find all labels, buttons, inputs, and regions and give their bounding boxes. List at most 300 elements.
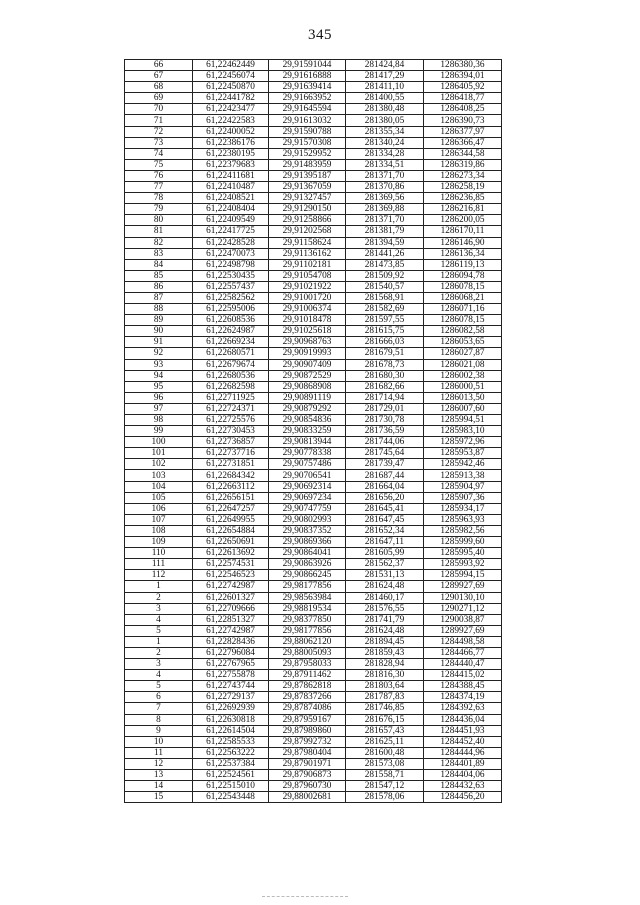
y-coordinate-cell: 1284444,96 [424,747,502,758]
latitude-cell: 61,22450870 [193,82,269,93]
latitude-cell: 61,22743744 [193,681,269,692]
y-coordinate-cell: 1286027,87 [424,348,502,359]
longitude-cell: 29,91590788 [269,126,346,137]
x-coordinate-cell: 281666,03 [346,337,424,348]
table-row [125,115,502,126]
y-coordinate-cell: 1285907,36 [424,492,502,503]
y-coordinate-cell: 1286078,15 [424,315,502,326]
point-number-cell: 108 [125,525,193,536]
point-number-cell: 7 [125,703,193,714]
latitude-cell: 61,22851327 [193,614,269,625]
y-coordinate-cell: 1285953,87 [424,448,502,459]
table-row [125,781,502,792]
latitude-cell: 61,22595006 [193,304,269,315]
longitude-cell: 29,91136162 [269,248,346,259]
latitude-cell: 61,22724371 [193,403,269,414]
point-number-cell: 86 [125,281,193,292]
longitude-cell: 29,87911462 [269,670,346,681]
point-number-cell: 83 [125,248,193,259]
point-number-cell: 5 [125,625,193,636]
point-number-cell: 88 [125,304,193,315]
point-number-cell: 103 [125,470,193,481]
table-row [125,248,502,259]
y-coordinate-cell: 1286258,19 [424,182,502,193]
x-coordinate-cell: 281340,24 [346,137,424,148]
latitude-cell: 61,22537384 [193,758,269,769]
latitude-cell: 61,22456074 [193,71,269,82]
point-number-cell: 1 [125,636,193,647]
x-coordinate-cell: 281615,75 [346,326,424,337]
table-row [125,548,502,559]
x-coordinate-cell: 281460,17 [346,592,424,603]
latitude-cell: 61,22737716 [193,448,269,459]
latitude-cell: 61,22669234 [193,337,269,348]
x-coordinate-cell: 281417,29 [346,71,424,82]
latitude-cell: 61,22614504 [193,725,269,736]
longitude-cell: 29,90868908 [269,381,346,392]
x-coordinate-cell: 281355,34 [346,126,424,137]
table-row [125,237,502,248]
latitude-cell: 61,22470073 [193,248,269,259]
latitude-cell: 61,22680571 [193,348,269,359]
y-coordinate-cell: 1286094,78 [424,270,502,281]
point-number-cell: 67 [125,71,193,82]
x-coordinate-cell: 281682,66 [346,381,424,392]
y-coordinate-cell: 1286136,34 [424,248,502,259]
table-row [125,82,502,93]
latitude-cell: 61,22647257 [193,503,269,514]
x-coordinate-cell: 281394,59 [346,237,424,248]
latitude-cell: 61,22730453 [193,426,269,437]
x-coordinate-cell: 281411,10 [346,82,424,93]
x-coordinate-cell: 281714,94 [346,392,424,403]
x-coordinate-cell: 281371,70 [346,215,424,226]
x-coordinate-cell: 281680,30 [346,370,424,381]
latitude-cell: 61,22796084 [193,647,269,658]
table-row [125,647,502,658]
y-coordinate-cell: 1284452,40 [424,736,502,747]
latitude-cell: 61,22656151 [193,492,269,503]
longitude-cell: 29,90692314 [269,481,346,492]
x-coordinate-cell: 281816,30 [346,670,424,681]
y-coordinate-cell: 1286319,86 [424,159,502,170]
table-row [125,270,502,281]
longitude-cell: 29,91021922 [269,281,346,292]
x-coordinate-cell: 281424,84 [346,60,424,71]
table-row [125,725,502,736]
table-row [125,592,502,603]
point-number-cell: 93 [125,359,193,370]
point-number-cell: 13 [125,770,193,781]
x-coordinate-cell: 281473,85 [346,259,424,270]
table-row [125,215,502,226]
x-coordinate-cell: 281894,45 [346,636,424,647]
table-row [125,392,502,403]
y-coordinate-cell: 1286200,05 [424,215,502,226]
latitude-cell: 61,22680536 [193,370,269,381]
y-coordinate-cell: 1286390,73 [424,115,502,126]
x-coordinate-cell: 281679,51 [346,348,424,359]
y-coordinate-cell: 1284440,47 [424,659,502,670]
footer-rule [262,896,348,897]
longitude-cell: 29,98563984 [269,592,346,603]
point-number-cell: 4 [125,614,193,625]
y-coordinate-cell: 1284451,93 [424,725,502,736]
x-coordinate-cell: 281540,57 [346,281,424,292]
table-row [125,403,502,414]
latitude-cell: 61,22380195 [193,148,269,159]
point-number-cell: 4 [125,670,193,681]
longitude-cell: 29,98177856 [269,625,346,636]
latitude-cell: 61,22755878 [193,670,269,681]
x-coordinate-cell: 281578,06 [346,792,424,803]
point-number-cell: 110 [125,548,193,559]
table-row [125,348,502,359]
point-number-cell: 69 [125,93,193,104]
table-row [125,714,502,725]
latitude-cell: 61,22428528 [193,237,269,248]
point-number-cell: 94 [125,370,193,381]
latitude-cell: 61,22410487 [193,182,269,193]
y-coordinate-cell: 1286119,13 [424,259,502,270]
longitude-cell: 29,87874086 [269,703,346,714]
latitude-cell: 61,22630818 [193,714,269,725]
y-coordinate-cell: 1286418,77 [424,93,502,104]
longitude-cell: 29,90854836 [269,415,346,426]
table-row [125,204,502,215]
latitude-cell: 61,22408521 [193,193,269,204]
longitude-cell: 29,87960730 [269,781,346,792]
y-coordinate-cell: 1284466,77 [424,647,502,658]
y-coordinate-cell: 1284436,04 [424,714,502,725]
table-row [125,437,502,448]
table-row [125,758,502,769]
table-row [125,514,502,525]
longitude-cell: 29,91202568 [269,226,346,237]
longitude-cell: 29,91025618 [269,326,346,337]
longitude-cell: 29,91395187 [269,170,346,181]
table-row [125,381,502,392]
latitude-cell: 61,22557437 [193,281,269,292]
longitude-cell: 29,87989860 [269,725,346,736]
y-coordinate-cell: 1286344,58 [424,148,502,159]
x-coordinate-cell: 281652,34 [346,525,424,536]
table-row [125,337,502,348]
longitude-cell: 29,90747759 [269,503,346,514]
latitude-cell: 61,22654884 [193,525,269,536]
point-number-cell: 15 [125,792,193,803]
point-number-cell: 101 [125,448,193,459]
table-row [125,570,502,581]
longitude-cell: 29,90706541 [269,470,346,481]
table-row [125,415,502,426]
y-coordinate-cell: 1286394,01 [424,71,502,82]
x-coordinate-cell: 281369,88 [346,204,424,215]
latitude-cell: 61,22543448 [193,792,269,803]
latitude-cell: 61,22574531 [193,559,269,570]
x-coordinate-cell: 281441,26 [346,248,424,259]
point-number-cell: 95 [125,381,193,392]
latitude-cell: 61,22409549 [193,215,269,226]
point-number-cell: 2 [125,592,193,603]
x-coordinate-cell: 281568,91 [346,292,424,303]
point-number-cell: 12 [125,758,193,769]
longitude-cell: 29,90866245 [269,570,346,581]
x-coordinate-cell: 281664,04 [346,481,424,492]
point-number-cell: 3 [125,659,193,670]
y-coordinate-cell: 1289927,69 [424,625,502,636]
table-row [125,359,502,370]
longitude-cell: 29,87862818 [269,681,346,692]
y-coordinate-cell: 1284401,89 [424,758,502,769]
y-coordinate-cell: 1285913,38 [424,470,502,481]
x-coordinate-cell: 281576,55 [346,603,424,614]
x-coordinate-cell: 281803,64 [346,681,424,692]
point-number-cell: 72 [125,126,193,137]
x-coordinate-cell: 281381,79 [346,226,424,237]
y-coordinate-cell: 1285904,97 [424,481,502,492]
latitude-cell: 61,22608536 [193,315,269,326]
latitude-cell: 61,22408404 [193,204,269,215]
point-number-cell: 92 [125,348,193,359]
longitude-cell: 29,88062120 [269,636,346,647]
latitude-cell: 61,22663112 [193,481,269,492]
y-coordinate-cell: 1286013,50 [424,392,502,403]
latitude-cell: 61,22379683 [193,159,269,170]
latitude-cell: 61,22650691 [193,537,269,548]
latitude-cell: 61,22515010 [193,781,269,792]
latitude-cell: 61,22684342 [193,470,269,481]
longitude-cell: 29,98819534 [269,603,346,614]
longitude-cell: 29,91616888 [269,71,346,82]
latitude-cell: 61,22441782 [193,93,269,104]
x-coordinate-cell: 281380,05 [346,115,424,126]
longitude-cell: 29,91639414 [269,82,346,93]
point-number-cell: 68 [125,82,193,93]
longitude-cell: 29,91613032 [269,115,346,126]
latitude-cell: 61,22498798 [193,259,269,270]
x-coordinate-cell: 281745,64 [346,448,424,459]
point-number-cell: 87 [125,292,193,303]
table-row [125,148,502,159]
point-number-cell: 111 [125,559,193,570]
x-coordinate-cell: 281624,48 [346,581,424,592]
point-number-cell: 102 [125,459,193,470]
table-row [125,193,502,204]
table-row [125,326,502,337]
y-coordinate-cell: 1284456,20 [424,792,502,803]
longitude-cell: 29,90907409 [269,359,346,370]
table-row [125,292,502,303]
point-number-cell: 73 [125,137,193,148]
longitude-cell: 29,87958033 [269,659,346,670]
x-coordinate-cell: 281676,15 [346,714,424,725]
table-row [125,792,502,803]
table-row [125,104,502,115]
point-number-cell: 8 [125,714,193,725]
point-number-cell: 82 [125,237,193,248]
y-coordinate-cell: 1286408,25 [424,104,502,115]
latitude-cell: 61,22725576 [193,415,269,426]
longitude-cell: 29,90863926 [269,559,346,570]
x-coordinate-cell: 281334,28 [346,148,424,159]
x-coordinate-cell: 281370,86 [346,182,424,193]
y-coordinate-cell: 1286146,90 [424,237,502,248]
x-coordinate-cell: 281380,48 [346,104,424,115]
table-row [125,126,502,137]
x-coordinate-cell: 281531,13 [346,570,424,581]
y-coordinate-cell: 1285995,40 [424,548,502,559]
table-row [125,470,502,481]
y-coordinate-cell: 1285972,96 [424,437,502,448]
x-coordinate-cell: 281678,73 [346,359,424,370]
table-row [125,625,502,636]
longitude-cell: 29,91290150 [269,204,346,215]
latitude-cell: 61,22582562 [193,292,269,303]
y-coordinate-cell: 1286071,16 [424,304,502,315]
point-number-cell: 71 [125,115,193,126]
point-number-cell: 5 [125,681,193,692]
point-number-cell: 77 [125,182,193,193]
point-number-cell: 11 [125,747,193,758]
x-coordinate-cell: 281741,79 [346,614,424,625]
longitude-cell: 29,90891119 [269,392,346,403]
table-row [125,459,502,470]
latitude-cell: 61,22585533 [193,736,269,747]
point-number-cell: 2 [125,647,193,658]
table-row [125,137,502,148]
y-coordinate-cell: 1286216,81 [424,204,502,215]
longitude-cell: 29,87906873 [269,770,346,781]
longitude-cell: 29,91591044 [269,60,346,71]
x-coordinate-cell: 281334,51 [346,159,424,170]
x-coordinate-cell: 281582,69 [346,304,424,315]
y-coordinate-cell: 1285994,51 [424,415,502,426]
y-coordinate-cell: 1284404,06 [424,770,502,781]
x-coordinate-cell: 281656,20 [346,492,424,503]
latitude-cell: 61,22709666 [193,603,269,614]
y-coordinate-cell: 1284374,19 [424,692,502,703]
point-number-cell: 76 [125,170,193,181]
coordinates-table [124,59,502,803]
latitude-cell: 61,22386176 [193,137,269,148]
longitude-cell: 29,98177856 [269,581,346,592]
table-row [125,259,502,270]
x-coordinate-cell: 281624,48 [346,625,424,636]
longitude-cell: 29,87837266 [269,692,346,703]
point-number-cell: 105 [125,492,193,503]
longitude-cell: 29,88005093 [269,647,346,658]
latitude-cell: 61,22423477 [193,104,269,115]
latitude-cell: 61,22742987 [193,625,269,636]
longitude-cell: 29,87992732 [269,736,346,747]
longitude-cell: 29,91018478 [269,315,346,326]
longitude-cell: 29,91001720 [269,292,346,303]
table-row [125,603,502,614]
point-number-cell: 100 [125,437,193,448]
x-coordinate-cell: 281605,99 [346,548,424,559]
y-coordinate-cell: 1290271,12 [424,603,502,614]
y-coordinate-cell: 1285982,56 [424,525,502,536]
x-coordinate-cell: 281400,55 [346,93,424,104]
point-number-cell: 3 [125,603,193,614]
table-row [125,636,502,647]
latitude-cell: 61,22649955 [193,514,269,525]
point-number-cell: 10 [125,736,193,747]
table-row [125,448,502,459]
latitude-cell: 61,22400052 [193,126,269,137]
x-coordinate-cell: 281600,48 [346,747,424,758]
latitude-cell: 61,22729137 [193,692,269,703]
longitude-cell: 29,91054708 [269,270,346,281]
x-coordinate-cell: 281562,37 [346,559,424,570]
table-row [125,281,502,292]
longitude-cell: 29,90879292 [269,403,346,414]
y-coordinate-cell: 1286380,36 [424,60,502,71]
point-number-cell: 106 [125,503,193,514]
x-coordinate-cell: 281573,08 [346,758,424,769]
point-number-cell: 6 [125,692,193,703]
y-coordinate-cell: 1284392,63 [424,703,502,714]
x-coordinate-cell: 281859,43 [346,647,424,658]
y-coordinate-cell: 1286170,11 [424,226,502,237]
x-coordinate-cell: 281509,92 [346,270,424,281]
point-number-cell: 80 [125,215,193,226]
y-coordinate-cell: 1285963,93 [424,514,502,525]
y-coordinate-cell: 1286366,47 [424,137,502,148]
longitude-cell: 29,90697234 [269,492,346,503]
x-coordinate-cell: 281787,83 [346,692,424,703]
table-row [125,93,502,104]
latitude-cell: 61,22767965 [193,659,269,670]
y-coordinate-cell: 1285999,60 [424,537,502,548]
x-coordinate-cell: 281645,41 [346,503,424,514]
x-coordinate-cell: 281828,94 [346,659,424,670]
latitude-cell: 61,22736857 [193,437,269,448]
coordinates-table-body [125,60,502,803]
table-row [125,736,502,747]
longitude-cell: 29,98377850 [269,614,346,625]
y-coordinate-cell: 1286405,92 [424,82,502,93]
x-coordinate-cell: 281647,11 [346,537,424,548]
longitude-cell: 29,87980404 [269,747,346,758]
y-coordinate-cell: 1286021,08 [424,359,502,370]
longitude-cell: 29,87901971 [269,758,346,769]
latitude-cell: 61,22563222 [193,747,269,758]
x-coordinate-cell: 281687,44 [346,470,424,481]
x-coordinate-cell: 281547,12 [346,781,424,792]
table-row [125,182,502,193]
longitude-cell: 29,87959167 [269,714,346,725]
latitude-cell: 61,22613692 [193,548,269,559]
y-coordinate-cell: 1286377,97 [424,126,502,137]
x-coordinate-cell: 281371,70 [346,170,424,181]
longitude-cell: 29,90968763 [269,337,346,348]
table-row [125,770,502,781]
latitude-cell: 61,22692939 [193,703,269,714]
latitude-cell: 61,22828436 [193,636,269,647]
latitude-cell: 61,22530435 [193,270,269,281]
y-coordinate-cell: 1285983,10 [424,426,502,437]
point-number-cell: 97 [125,403,193,414]
longitude-cell: 29,90864041 [269,548,346,559]
point-number-cell: 66 [125,60,193,71]
x-coordinate-cell: 281730,78 [346,415,424,426]
x-coordinate-cell: 281657,43 [346,725,424,736]
y-coordinate-cell: 1285942,46 [424,459,502,470]
point-number-cell: 70 [125,104,193,115]
x-coordinate-cell: 281558,71 [346,770,424,781]
